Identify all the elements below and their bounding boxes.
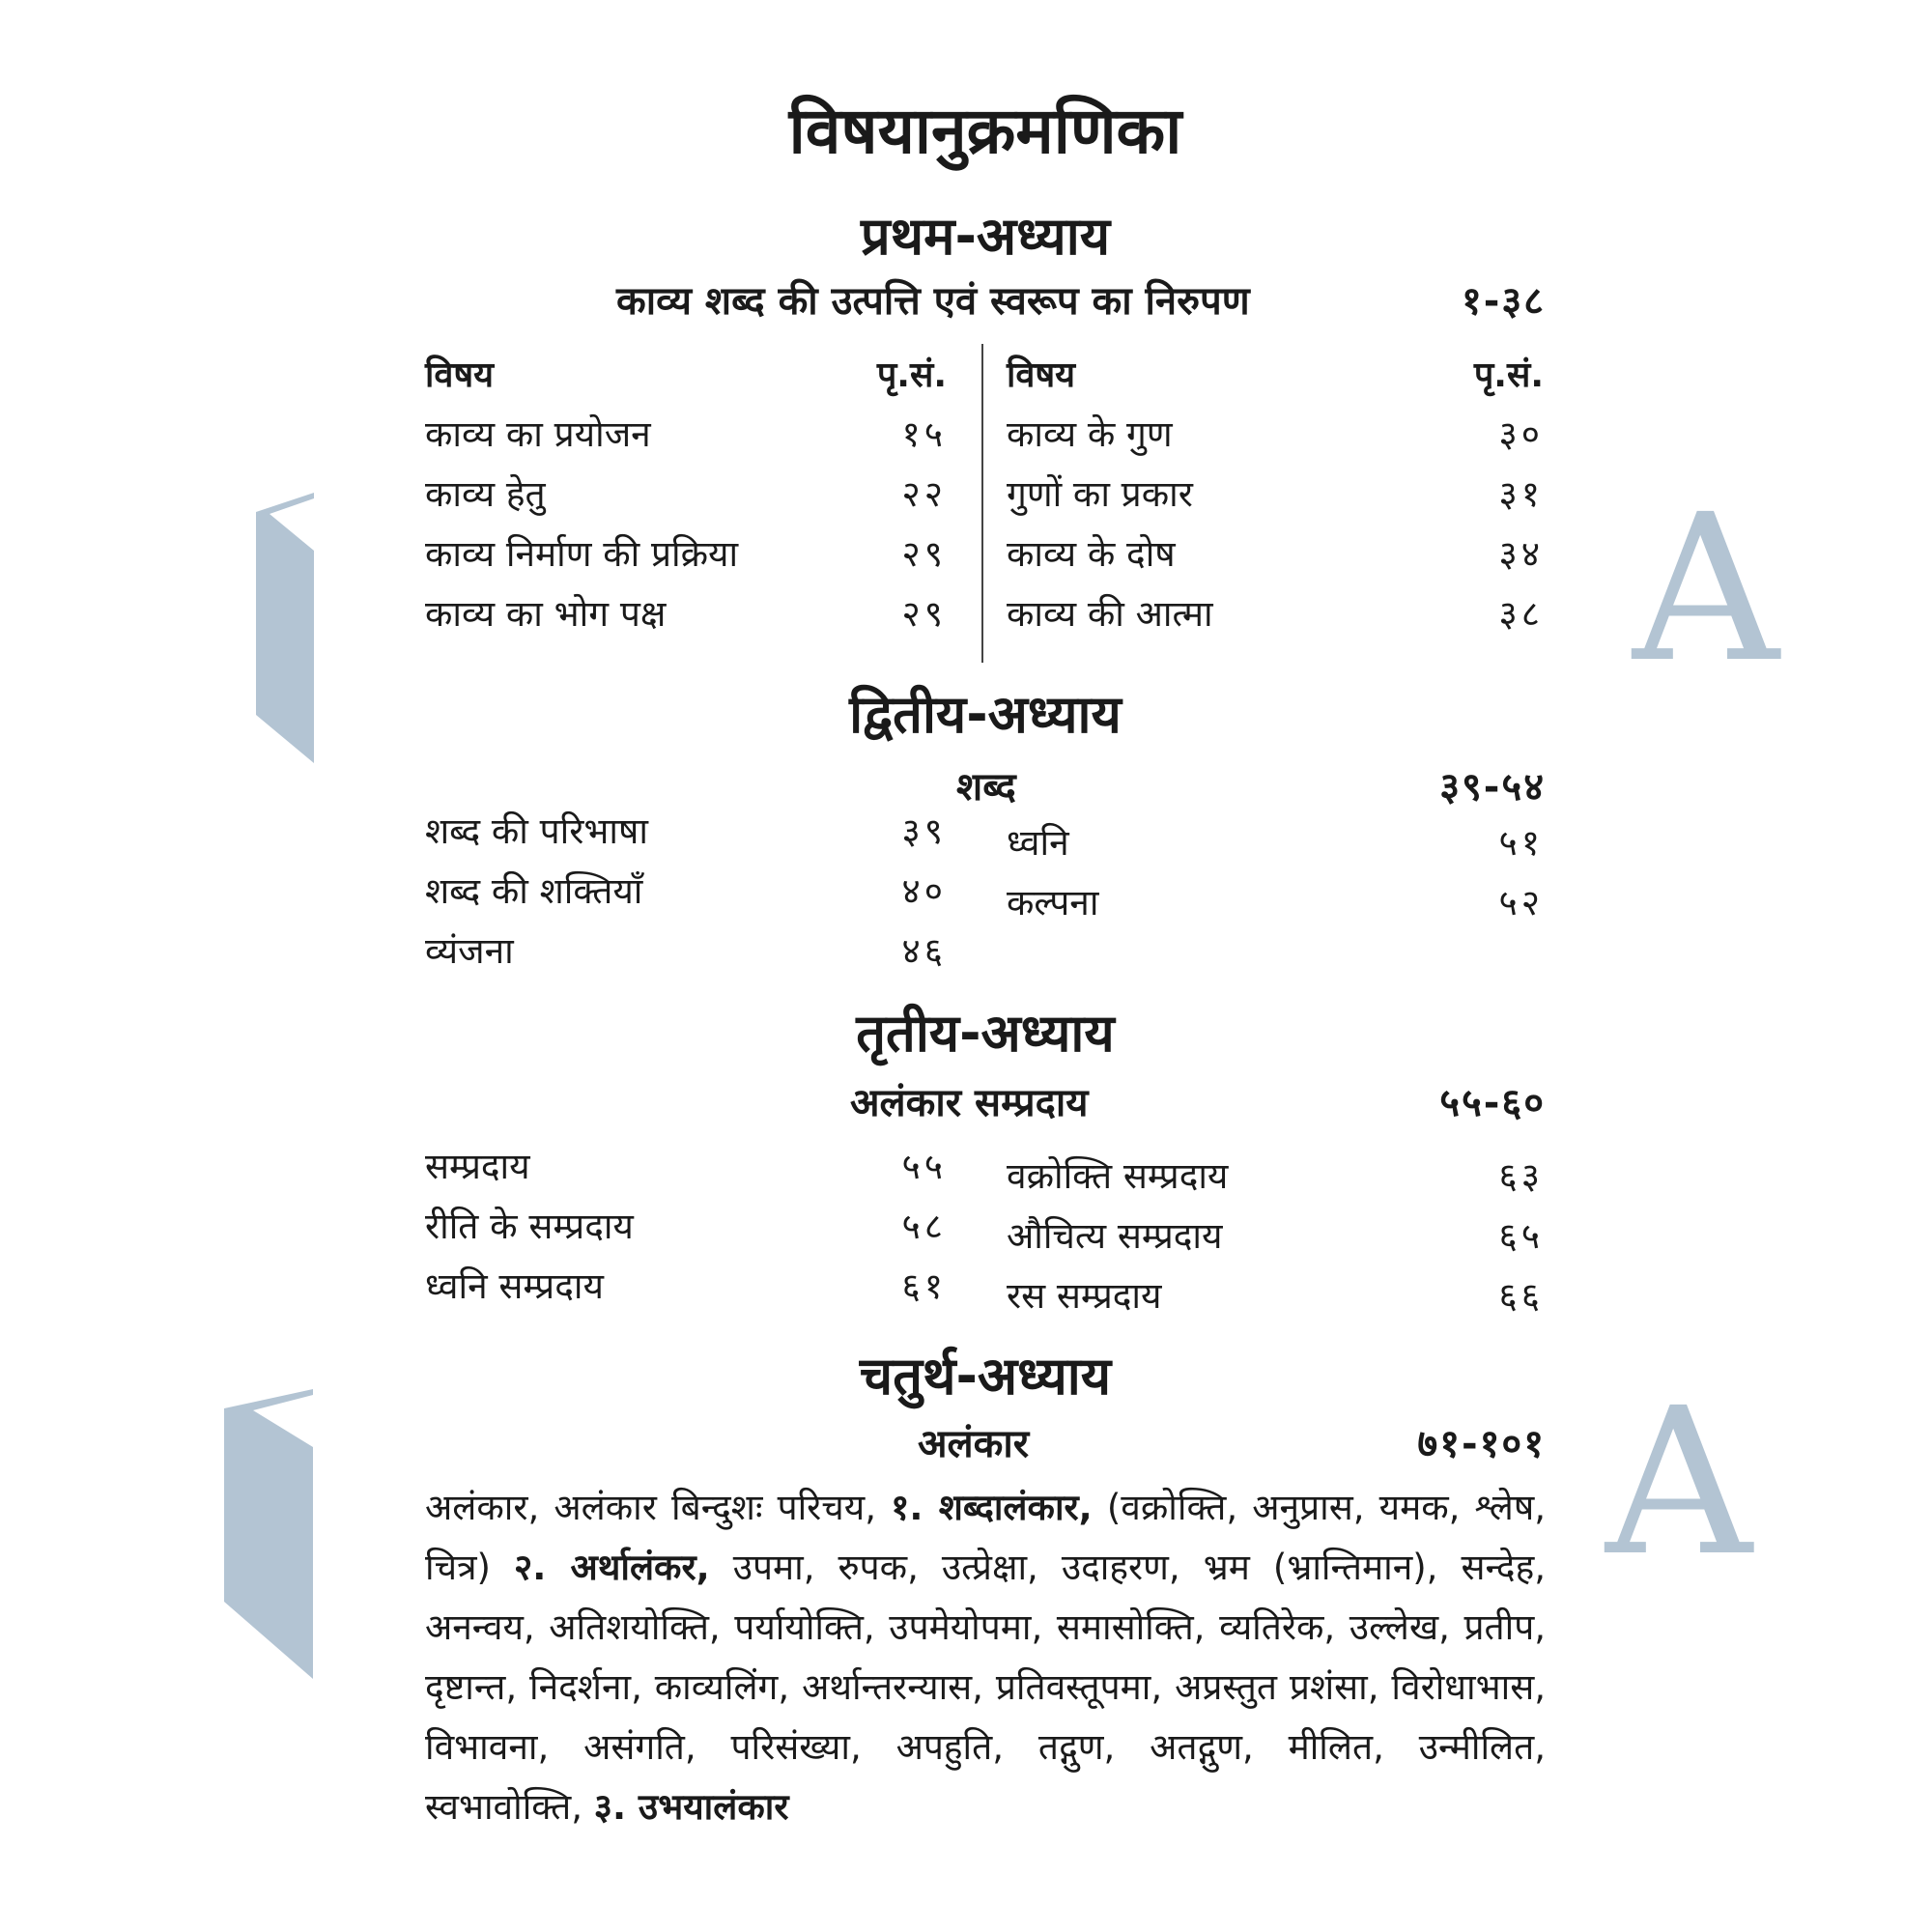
- toc-entry-page: ५१: [1498, 822, 1544, 864]
- chapter-2-heading: द्वितीय-अध्याय: [849, 684, 1122, 745]
- toc-entry-topic: काव्य का भोग पक्ष: [425, 593, 667, 635]
- toc-entry-page: ४६: [901, 930, 947, 972]
- column-header-topic: विषय: [1007, 355, 1076, 395]
- column-header: [1007, 350, 1544, 408]
- chapter-4-subtitle: अलंकार: [918, 1422, 1030, 1466]
- toc-entry-topic: ध्वनि सम्प्रदाय: [425, 1265, 604, 1307]
- toc-entry-page: २९: [901, 593, 947, 635]
- para-text: उपमा, रुपक, उत्प्रेक्षा, उदाहरण, भ्रम (भ्रान्तिमान), सन्देह, अनन्वय, अतिशयोक्ति, पर्यायोक्ति, उपमेयोपमा, समासोक्ति, व्यतिरेक, उल्लेख, प्रतीप, दृष्टान्त, निदर्शना, काव्यलिंग, अर्थान्तरन्यास, प्रतिवस्तूपमा, अप्रस्तुत प्रशंसा, विरोधाभास, विभावना, असंगति, परिसंख्या, अपहुति, तद्गुण, अतद्गुण, मीलित, उन्मीलित, स्वभावोक्ति,: [425, 1547, 1546, 1828]
- chapter-3-page-range: ५५-६०: [1439, 1081, 1546, 1125]
- chapter-1-subtitle: काव्य शब्द की उत्पत्ति एवं स्वरूप का निरुपण: [616, 279, 1250, 324]
- para-bold: ३. उभयालंकार: [593, 1786, 789, 1828]
- chapter-4-page-range: ७१-१०१: [1417, 1422, 1546, 1466]
- chapter-1-left-column: [425, 350, 947, 647]
- toc-entry-topic: काव्य के गुण: [1007, 413, 1173, 455]
- toc-entry-page: ३१: [1498, 473, 1544, 515]
- toc-entry-page: ४०: [901, 870, 947, 912]
- toc-entry-topic: शब्द की परिभाषा: [425, 810, 648, 852]
- toc-entry-topic: व्यंजना: [425, 930, 514, 972]
- toc-entry-topic: ध्वनि: [1007, 822, 1069, 864]
- toc-entry: [1007, 587, 1544, 647]
- column-header-page: पृ.सं.: [1473, 355, 1544, 395]
- toc-entry-page: ५८: [901, 1206, 947, 1247]
- toc-entry-topic: औचित्य सम्प्रदाय: [1007, 1215, 1223, 1257]
- toc-entry-topic: काव्य का प्रयोजन: [425, 413, 651, 455]
- toc-entry: [1007, 1150, 1544, 1209]
- page-title: विषयानुक्रमणिका: [788, 94, 1182, 168]
- toc-entry-topic: रीति के सम्प्रदाय: [425, 1206, 634, 1247]
- toc-entry-topic: रस सम्प्रदाय: [1007, 1275, 1162, 1317]
- toc-entry: [1007, 1269, 1544, 1329]
- toc-entry: [425, 1140, 947, 1200]
- toc-entry-topic: काव्य हेतु: [425, 473, 546, 515]
- watermark-book-bottom-left: [224, 1389, 313, 1679]
- column-header-page: पृ.सं.: [876, 355, 947, 395]
- chapter-3-subtitle-row: [425, 1074, 1546, 1132]
- toc-entry-page: ६३: [1498, 1155, 1544, 1197]
- toc-entry-page: ५२: [1498, 882, 1544, 923]
- toc-entry-topic: गुणों का प्रकार: [1007, 473, 1193, 515]
- toc-entry-topic: वक्रोक्ति सम्प्रदाय: [1007, 1155, 1229, 1197]
- toc-entry-topic: कल्पना: [1007, 882, 1099, 923]
- column-divider: [981, 344, 983, 663]
- toc-entry: [425, 1200, 947, 1260]
- toc-entry-page: २२: [901, 473, 947, 515]
- chapter-2-subtitle: शब्द: [956, 765, 1016, 810]
- chapter-1-right-column: [1007, 350, 1544, 647]
- toc-entry-page: ६६: [1498, 1275, 1544, 1317]
- toc-entry: [425, 408, 947, 468]
- para-text: अलंकार, अलंकार बिन्दुशः परिचय,: [425, 1487, 892, 1528]
- toc-entry: [1007, 816, 1544, 876]
- toc-entry-page: ३८: [1498, 593, 1544, 635]
- toc-entry-topic: काव्य के दोष: [1007, 533, 1176, 575]
- para-bold: १. शब्दालंकार,: [891, 1487, 1093, 1528]
- toc-entry-page: ५५: [901, 1146, 947, 1187]
- chapter-2-left-column: [425, 805, 947, 984]
- chapter-4-subtitle-row: [425, 1415, 1546, 1473]
- toc-entry: [425, 1260, 947, 1320]
- toc-entry: [425, 805, 947, 865]
- toc-entry-topic: काव्य निर्माण की प्रक्रिया: [425, 533, 739, 575]
- toc-entry: [425, 468, 947, 527]
- chapter-2-right-column: [1007, 816, 1544, 936]
- chapter-2-page-range: ३९-५४: [1439, 765, 1546, 810]
- toc-entry: [1007, 876, 1544, 936]
- toc-entry: [1007, 408, 1544, 468]
- chapter-3-heading: तृतीय-अध्याय: [856, 1003, 1115, 1064]
- toc-entry: [425, 587, 947, 647]
- chapter-1-subtitle-row: [425, 272, 1546, 330]
- toc-entry-page: २९: [901, 533, 947, 575]
- watermark-book-top-left: [256, 493, 314, 763]
- toc-entry: [1007, 1209, 1544, 1269]
- chapter-1-page-range: १-३८: [1461, 279, 1546, 324]
- toc-entry-page: ६५: [1498, 1215, 1544, 1257]
- column-header-topic: विषय: [425, 355, 495, 395]
- toc-entry: [1007, 468, 1544, 527]
- toc-entry: [425, 865, 947, 924]
- chapter-3-left-column: [425, 1140, 947, 1320]
- toc-entry-page: ३०: [1498, 413, 1544, 455]
- toc-entry: [425, 527, 947, 587]
- toc-entry: [425, 924, 947, 984]
- chapter-1-heading: प्रथम-अध्याय: [860, 206, 1111, 267]
- column-header: [425, 350, 947, 408]
- toc-entry-topic: शब्द की शक्तियाँ: [425, 870, 643, 912]
- watermark-letter-top-right: A: [1633, 470, 1779, 707]
- toc-entry-topic: सम्प्रदाय: [425, 1146, 530, 1187]
- table-of-contents-page: [425, 0, 1546, 1932]
- chapter-3-right-column: [1007, 1150, 1544, 1329]
- para-text: (वक्रोक्ति, अनुप्रास, यमक, श्लेष, चित्र): [425, 1487, 1546, 1588]
- toc-entry-page: ३९: [901, 810, 947, 852]
- para-bold: २. अर्थालंकर,: [514, 1547, 710, 1588]
- toc-entry: [1007, 527, 1544, 587]
- toc-entry-page: ६१: [901, 1265, 947, 1307]
- watermark-letter-bottom-right: A: [1605, 1364, 1752, 1601]
- chapter-3-subtitle: अलंकार सम्प्रदाय: [850, 1081, 1089, 1125]
- toc-entry-topic: काव्य की आत्मा: [1007, 593, 1213, 635]
- chapter-4-heading: चतुर्थ-अध्याय: [859, 1346, 1112, 1406]
- toc-entry-page: १५: [901, 413, 947, 455]
- chapter-4-contents-paragraph: [425, 1478, 1546, 1837]
- toc-entry-page: ३४: [1498, 533, 1544, 575]
